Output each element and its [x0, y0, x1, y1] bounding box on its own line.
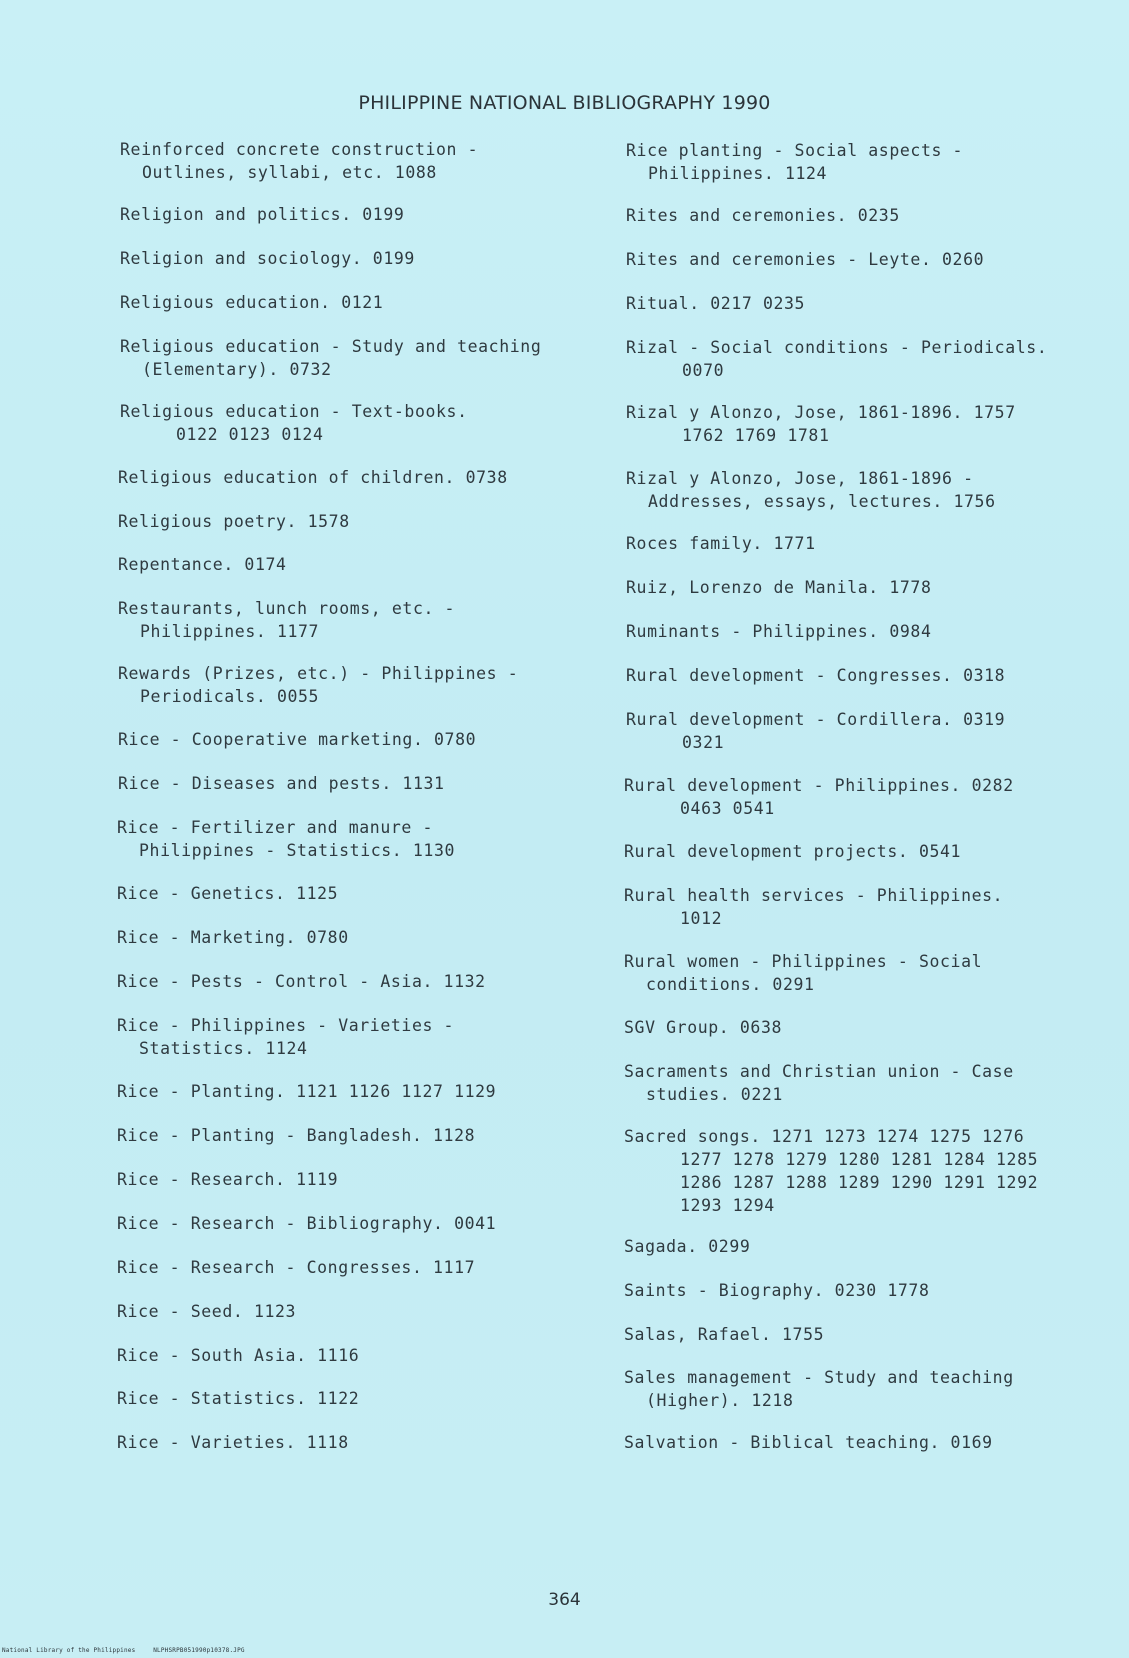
entry-heading-line: Rice - Pests - Control - Asia. 1132 — [117, 972, 486, 991]
entry-heading-line: Roces family. 1771 — [626, 534, 816, 553]
entry-continuation-line: 1762 1769 1781 — [682, 426, 830, 445]
page-number: 364 — [548, 1590, 581, 1610]
right-index-entry — [624, 1235, 1104, 1258]
left-index-entry — [118, 772, 598, 795]
entry-heading-line: Rice - Genetics. 1125 — [117, 884, 339, 903]
left-index-entry — [117, 882, 597, 905]
left-index-entry — [120, 138, 600, 184]
entry-heading-line: Rural development - Cordillera. 0319 — [626, 710, 1006, 729]
right-index-entry — [626, 336, 1106, 382]
entry-heading-line: Rice - South Asia. 1116 — [117, 1346, 360, 1365]
entry-heading-line: SGV Group. 0638 — [624, 1018, 783, 1037]
left-index-entry — [117, 1256, 597, 1279]
entry-heading-line: Rice - Research - Congresses. 1117 — [117, 1258, 476, 1277]
entry-heading-line: Rice - Varieties. 1118 — [117, 1433, 349, 1452]
entry-continuation-line: conditions. 0291 — [646, 975, 815, 994]
entry-heading-line: Rural health services - Philippines. — [624, 886, 1004, 905]
right-index-entry — [624, 1125, 1104, 1217]
right-index-entry — [624, 1323, 1104, 1346]
right-index-entry — [624, 884, 1104, 930]
right-index-entry — [624, 1366, 1104, 1412]
footer-library: National Library of the Philippines — [2, 1647, 136, 1654]
entry-heading-line: Salvation - Biblical teaching. 0169 — [624, 1433, 993, 1452]
entry-heading-line: Rice - Cooperative marketing. 0780 — [118, 730, 477, 749]
entry-heading-line: Sacraments and Christian union - Case — [624, 1062, 1014, 1081]
left-index-entry — [117, 1300, 597, 1323]
left-index-entry — [118, 728, 598, 751]
entry-heading-line: Rice - Statistics. 1122 — [117, 1389, 360, 1408]
left-index-entry — [118, 662, 598, 708]
right-index-entry — [626, 532, 1106, 555]
right-index-entry — [626, 664, 1106, 687]
entry-heading-line: Ruiz, Lorenzo de Manila. 1778 — [626, 578, 932, 597]
entry-continuation-line: Addresses, essays, lectures. 1756 — [648, 492, 996, 511]
entry-heading-line: Rural development projects. 0541 — [624, 842, 962, 861]
entry-heading-line: Restaurants, lunch rooms, etc. - — [118, 599, 456, 618]
left-index-entry — [118, 597, 598, 643]
left-index-entry — [118, 466, 598, 489]
entry-heading-line: Rizal y Alonzo, Jose, 1861-1896 - — [626, 469, 974, 488]
left-index-entry — [117, 816, 597, 862]
entry-heading-line: Rewards (Prizes, etc.) - Philippines - — [118, 664, 519, 683]
right-index-entry — [626, 467, 1106, 513]
entry-heading-line: Religious education of children. 0738 — [118, 468, 508, 487]
entry-heading-line: Salas, Rafael. 1755 — [624, 1325, 825, 1344]
left-index-entry — [117, 1387, 597, 1410]
entry-heading-line: Ritual. 0217 0235 — [626, 294, 806, 313]
right-index-entry — [624, 1016, 1104, 1039]
entry-heading-line: Sacred songs. 1271 1273 1274 1275 1276 — [624, 1127, 1025, 1146]
entry-heading-line: Rites and ceremonies - Leyte. 0260 — [626, 250, 985, 269]
entry-heading-line: Rice - Diseases and pests. 1131 — [118, 774, 445, 793]
entry-heading-line: Saints - Biography. 0230 1778 — [624, 1281, 930, 1300]
left-index-entry — [117, 970, 597, 993]
entry-continuation-line: Periodicals. 0055 — [140, 687, 320, 706]
entry-heading-line: Religious education - Text-books. — [120, 402, 468, 421]
left-index-entry — [120, 247, 600, 270]
entry-heading-line: Sales management - Study and teaching — [624, 1368, 1014, 1387]
right-index-entry — [624, 840, 1104, 863]
entry-heading-line: Rizal y Alonzo, Jose, 1861-1896. 1757 — [626, 403, 1016, 422]
left-index-entry — [117, 926, 597, 949]
entry-heading-line: Religious education. 0121 — [120, 293, 384, 312]
entry-heading-line: Rice - Research - Bibliography. 0041 — [117, 1214, 497, 1233]
entry-continuation-line: Outlines, syllabi, etc. 1088 — [142, 163, 437, 182]
entry-continuation-line: 1286 1287 1288 1289 1290 1291 1292 — [680, 1173, 1039, 1192]
entry-heading-line: Rice - Research. 1119 — [117, 1170, 339, 1189]
left-index-entry — [118, 553, 598, 576]
entry-heading-line: Rice planting - Social aspects - — [626, 141, 964, 160]
right-index-entry — [624, 1060, 1104, 1106]
entry-continuation-line: (Elementary). 0732 — [142, 360, 332, 379]
entry-heading-line: Religion and sociology. 0199 — [120, 249, 415, 268]
entry-heading-line: Rural development - Philippines. 0282 — [624, 776, 1014, 795]
footer-file-id: NLPHSRPB051990p10378.JPG — [153, 1647, 245, 1654]
left-index-entry — [118, 510, 598, 533]
left-index-entry — [120, 291, 600, 314]
right-index-entry — [626, 204, 1106, 227]
entry-heading-line: Ruminants - Philippines. 0984 — [626, 622, 932, 641]
entry-heading-line: Rice - Planting - Bangladesh. 1128 — [117, 1126, 476, 1145]
entry-continuation-line: 0321 — [682, 733, 725, 752]
left-index-entry — [117, 1431, 597, 1454]
left-index-entry — [120, 335, 600, 381]
scan-footer — [2, 1647, 245, 1654]
left-index-entry — [120, 203, 600, 226]
left-index-entry — [117, 1168, 597, 1191]
entry-heading-line: Rice - Marketing. 0780 — [117, 928, 349, 947]
entry-heading-line: Sagada. 0299 — [624, 1237, 751, 1256]
right-index-entry — [624, 1279, 1104, 1302]
entry-heading-line: Religious poetry. 1578 — [118, 512, 350, 531]
right-index-entry — [626, 139, 1106, 185]
entry-heading-line: Repentance. 0174 — [118, 555, 287, 574]
entry-continuation-line: Statistics. 1124 — [139, 1039, 308, 1058]
entry-heading-line: Rural women - Philippines - Social — [624, 952, 983, 971]
right-index-entry — [624, 1431, 1104, 1454]
entry-heading-line: Rural development - Congresses. 0318 — [626, 666, 1006, 685]
entry-continuation-line: 1277 1278 1279 1280 1281 1284 1285 — [680, 1150, 1039, 1169]
left-index-entry — [117, 1124, 597, 1147]
left-index-entry — [117, 1212, 597, 1235]
right-index-entry — [626, 292, 1106, 315]
entry-continuation-line: (Higher). 1218 — [646, 1391, 794, 1410]
right-index-entry — [624, 950, 1104, 996]
left-index-entry — [117, 1344, 597, 1367]
entry-continuation-line: 0122 0123 0124 — [176, 425, 324, 444]
left-index-entry — [120, 400, 600, 446]
left-index-entry — [117, 1014, 597, 1060]
entry-continuation-line: 1012 — [680, 909, 723, 928]
entry-heading-line: Religion and politics. 0199 — [120, 205, 405, 224]
entry-heading-line: Reinforced concrete construction - — [120, 140, 479, 159]
entry-heading-line: Rice - Philippines - Varieties - — [117, 1016, 455, 1035]
entry-heading-line: Rice - Seed. 1123 — [117, 1302, 297, 1321]
left-index-entry — [117, 1080, 597, 1103]
entry-continuation-line: Philippines - Statistics. 1130 — [139, 841, 456, 860]
entry-continuation-line: Philippines. 1177 — [140, 622, 320, 641]
right-index-entry — [624, 774, 1104, 820]
running-title: PHILIPPINE NATIONAL BIBLIOGRAPHY 1990 — [358, 92, 771, 114]
entry-heading-line: Rice - Planting. 1121 1126 1127 1129 — [117, 1082, 497, 1101]
right-index-entry — [626, 248, 1106, 271]
right-index-entry — [626, 708, 1106, 754]
entry-continuation-line: studies. 0221 — [646, 1085, 783, 1104]
entry-heading-line: Rice - Fertilizer and manure - — [117, 818, 434, 837]
entry-continuation-line: 0463 0541 — [680, 799, 775, 818]
entry-continuation-line: Philippines. 1124 — [648, 164, 828, 183]
right-index-entry — [626, 576, 1106, 599]
entry-continuation-line: 0070 — [682, 361, 725, 380]
entry-heading-line: Religious education - Study and teaching — [120, 337, 542, 356]
entry-continuation-line: 1293 1294 — [680, 1196, 775, 1215]
right-index-entry — [626, 401, 1106, 447]
right-index-entry — [626, 620, 1106, 643]
entry-heading-line: Rizal - Social conditions - Periodicals. — [626, 338, 1048, 357]
entry-heading-line: Rites and ceremonies. 0235 — [626, 206, 900, 225]
